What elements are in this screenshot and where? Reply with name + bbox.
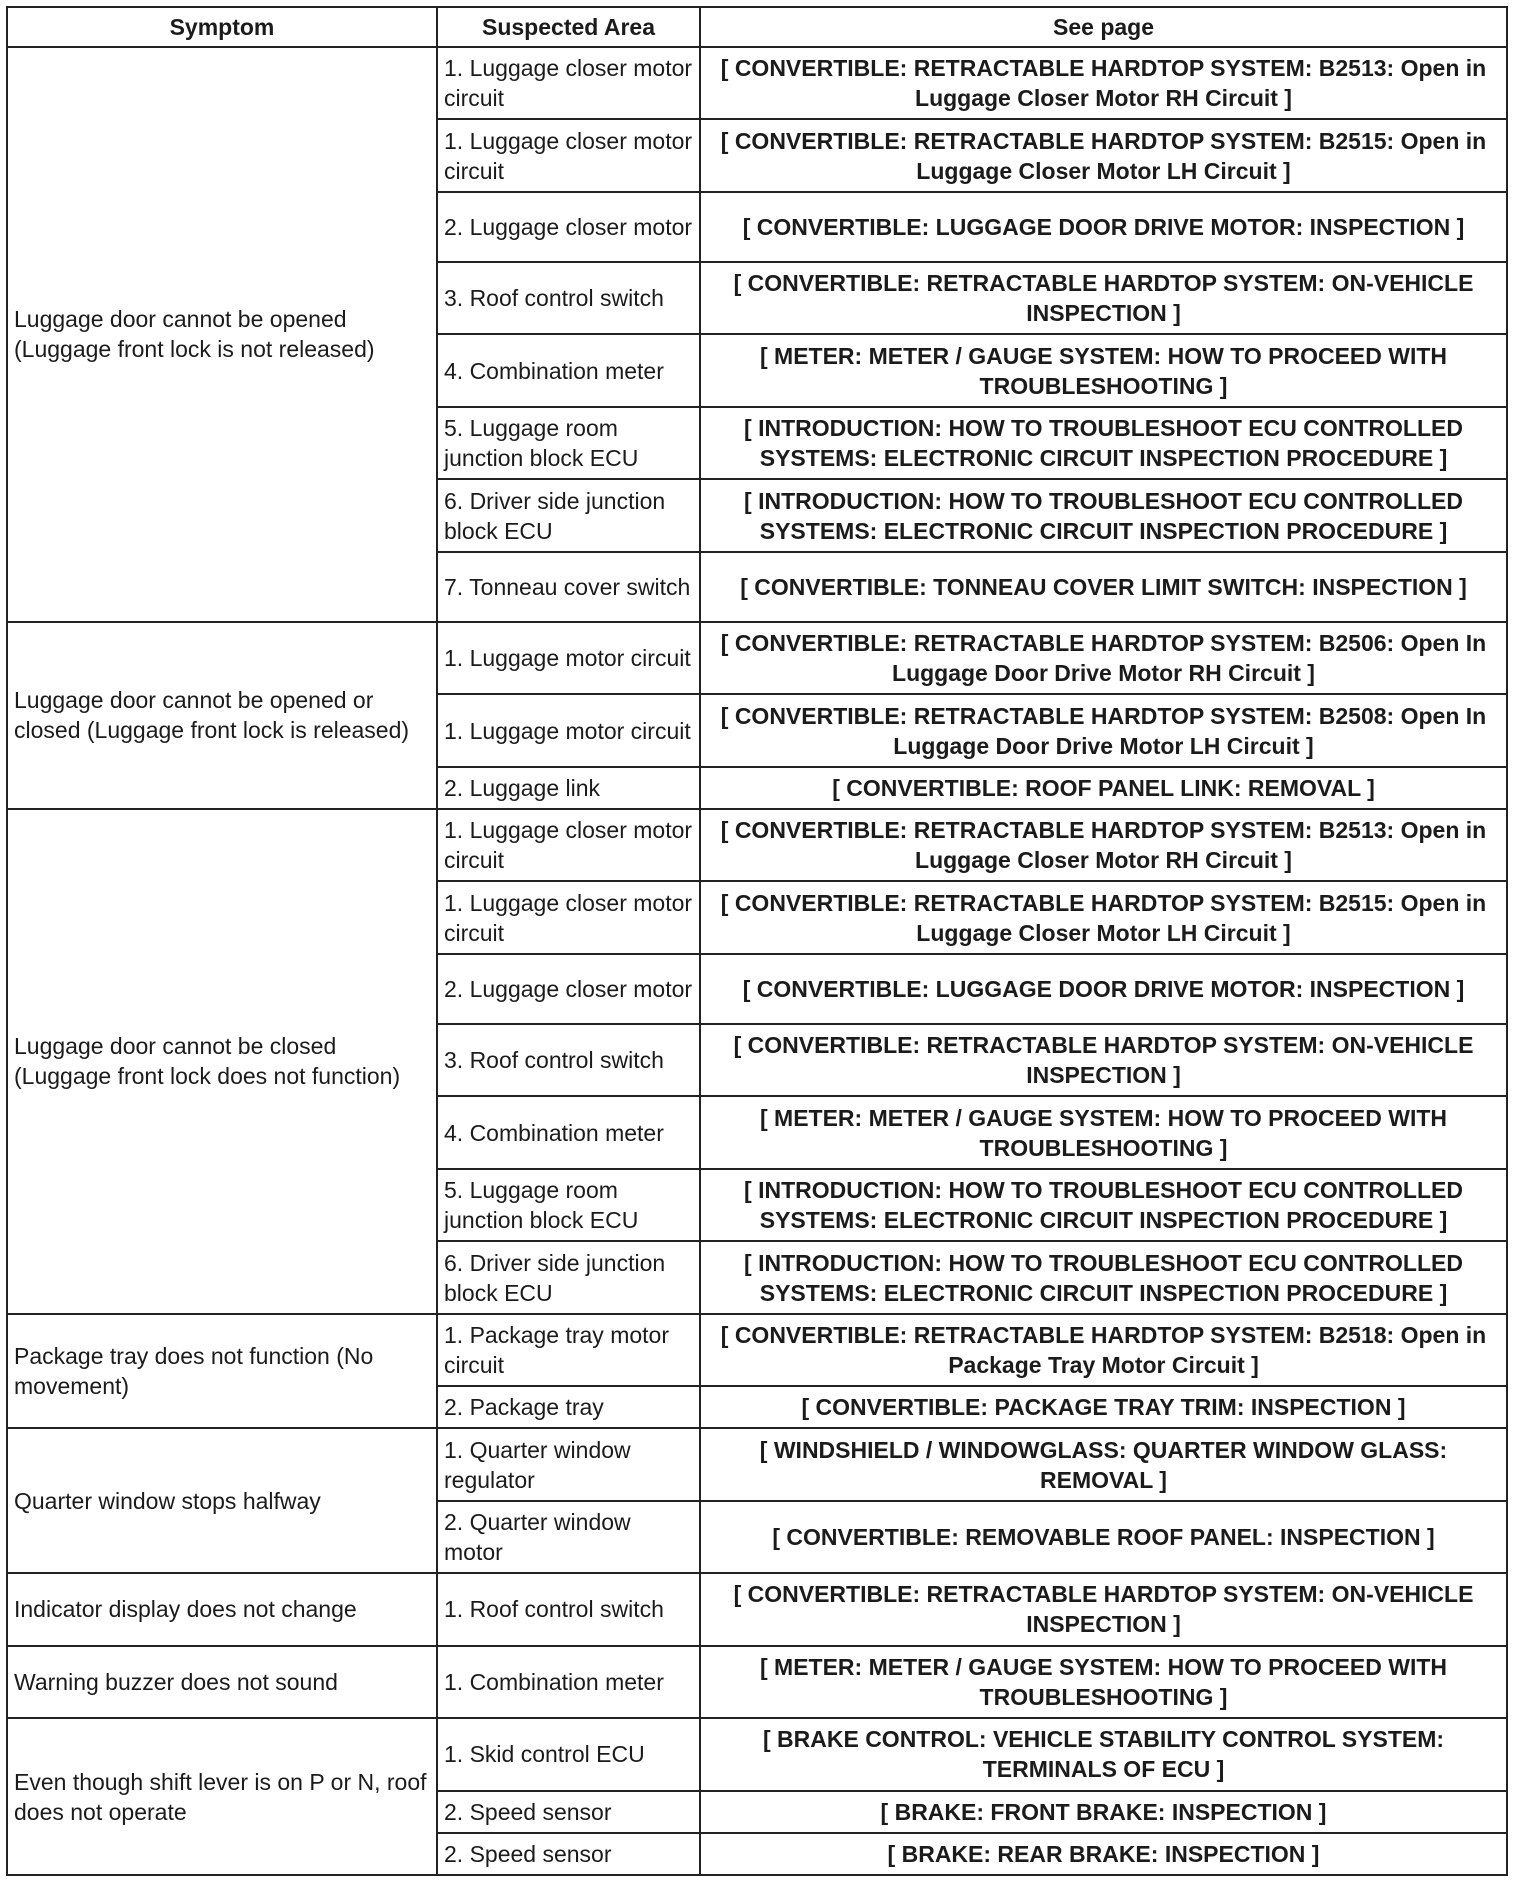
- see-page-reference[interactable]: [ CONVERTIBLE: LUGGAGE DOOR DRIVE MOTOR: INSPECTION ]: [700, 192, 1507, 262]
- see-page-reference[interactable]: [ INTRODUCTION: HOW TO TROUBLESHOOT ECU CONTROLLED SYSTEMS: ELECTRONIC CIRCUIT INSPECTION PROCEDURE ]: [700, 407, 1507, 479]
- suspected-area-cell: 5. Luggage room junction block ECU: [437, 1169, 700, 1241]
- see-page-reference[interactable]: [ INTRODUCTION: HOW TO TROUBLESHOOT ECU CONTROLLED SYSTEMS: ELECTRONIC CIRCUIT INSPECTION PROCEDURE ]: [700, 479, 1507, 551]
- see-page-reference[interactable]: [ WINDSHIELD / WINDOWGLASS: QUARTER WINDOW GLASS: REMOVAL ]: [700, 1428, 1507, 1500]
- see-page-reference[interactable]: [ CONVERTIBLE: RETRACTABLE HARDTOP SYSTEM: B2513: Open in Luggage Closer Motor RH Circuit ]: [700, 809, 1507, 881]
- table-row: [7, 1718, 1507, 1790]
- see-page-reference[interactable]: [ INTRODUCTION: HOW TO TROUBLESHOOT ECU CONTROLLED SYSTEMS: ELECTRONIC CIRCUIT INSPECTION PROCEDURE ]: [700, 1241, 1507, 1313]
- troubleshooting-table: [6, 6, 1508, 1876]
- suspected-area-cell: 3. Roof control switch: [437, 262, 700, 334]
- suspected-area-cell: 1. Roof control switch: [437, 1573, 700, 1645]
- see-page-reference[interactable]: [ CONVERTIBLE: RETRACTABLE HARDTOP SYSTEM: ON-VEHICLE INSPECTION ]: [700, 1024, 1507, 1096]
- see-page-reference[interactable]: [ CONVERTIBLE: REMOVABLE ROOF PANEL: INSPECTION ]: [700, 1501, 1507, 1573]
- see-page-reference[interactable]: [ CONVERTIBLE: ROOF PANEL LINK: REMOVAL ]: [700, 767, 1507, 809]
- suspected-area-cell: 2. Luggage closer motor: [437, 192, 700, 262]
- see-page-reference[interactable]: [ CONVERTIBLE: LUGGAGE DOOR DRIVE MOTOR: INSPECTION ]: [700, 954, 1507, 1024]
- see-page-reference[interactable]: [ BRAKE CONTROL: VEHICLE STABILITY CONTROL SYSTEM: TERMINALS OF ECU ]: [700, 1718, 1507, 1790]
- see-page-reference[interactable]: [ CONVERTIBLE: TONNEAU COVER LIMIT SWITCH: INSPECTION ]: [700, 552, 1507, 622]
- suspected-area-cell: 2. Speed sensor: [437, 1791, 700, 1833]
- suspected-area-cell: 7. Tonneau cover switch: [437, 552, 700, 622]
- header-see-page: See page: [700, 7, 1507, 47]
- see-page-reference[interactable]: [ CONVERTIBLE: RETRACTABLE HARDTOP SYSTEM: B2518: Open in Package Tray Motor Circuit ]: [700, 1314, 1507, 1386]
- see-page-reference[interactable]: [ CONVERTIBLE: RETRACTABLE HARDTOP SYSTEM: B2513: Open in Luggage Closer Motor RH Circuit ]: [700, 47, 1507, 119]
- suspected-area-cell: 1. Package tray motor circuit: [437, 1314, 700, 1386]
- symptom-cell: Quarter window stops halfway: [7, 1428, 437, 1573]
- suspected-area-cell: 6. Driver side junction block ECU: [437, 1241, 700, 1313]
- table-row: [7, 809, 1507, 881]
- see-page-reference[interactable]: [ CONVERTIBLE: RETRACTABLE HARDTOP SYSTEM: B2515: Open in Luggage Closer Motor LH Circuit ]: [700, 881, 1507, 953]
- see-page-reference[interactable]: [ CONVERTIBLE: RETRACTABLE HARDTOP SYSTEM: B2515: Open in Luggage Closer Motor LH Circuit ]: [700, 119, 1507, 191]
- table-row: [7, 1428, 1507, 1500]
- table-row: [7, 47, 1507, 119]
- table-body: [7, 47, 1507, 1875]
- suspected-area-cell: 5. Luggage room junction block ECU: [437, 407, 700, 479]
- see-page-reference[interactable]: [ METER: METER / GAUGE SYSTEM: HOW TO PROCEED WITH TROUBLESHOOTING ]: [700, 1646, 1507, 1718]
- see-page-reference[interactable]: [ CONVERTIBLE: RETRACTABLE HARDTOP SYSTEM: ON-VEHICLE INSPECTION ]: [700, 262, 1507, 334]
- see-page-reference[interactable]: [ CONVERTIBLE: RETRACTABLE HARDTOP SYSTEM: ON-VEHICLE INSPECTION ]: [700, 1573, 1507, 1645]
- suspected-area-cell: 1. Luggage motor circuit: [437, 694, 700, 766]
- suspected-area-cell: 4. Combination meter: [437, 334, 700, 406]
- table-row: [7, 622, 1507, 694]
- see-page-reference[interactable]: [ CONVERTIBLE: PACKAGE TRAY TRIM: INSPECTION ]: [700, 1386, 1507, 1428]
- suspected-area-cell: 1. Luggage closer motor circuit: [437, 881, 700, 953]
- suspected-area-cell: 3. Roof control switch: [437, 1024, 700, 1096]
- suspected-area-cell: 1. Luggage closer motor circuit: [437, 809, 700, 881]
- suspected-area-cell: 1. Luggage closer motor circuit: [437, 119, 700, 191]
- suspected-area-cell: 1. Luggage motor circuit: [437, 622, 700, 694]
- symptom-cell: Luggage door cannot be closed (Luggage front lock does not function): [7, 809, 437, 1314]
- see-page-reference[interactable]: [ METER: METER / GAUGE SYSTEM: HOW TO PROCEED WITH TROUBLESHOOTING ]: [700, 1096, 1507, 1168]
- symptom-cell: Luggage door cannot be opened (Luggage front lock is not released): [7, 47, 437, 622]
- see-page-reference[interactable]: [ CONVERTIBLE: RETRACTABLE HARDTOP SYSTEM: B2508: Open In Luggage Door Drive Motor LH Circuit ]: [700, 694, 1507, 766]
- suspected-area-cell: 1. Skid control ECU: [437, 1718, 700, 1790]
- suspected-area-cell: 2. Speed sensor: [437, 1833, 700, 1875]
- symptom-cell: Package tray does not function (No movement): [7, 1314, 437, 1429]
- see-page-reference[interactable]: [ INTRODUCTION: HOW TO TROUBLESHOOT ECU CONTROLLED SYSTEMS: ELECTRONIC CIRCUIT INSPECTION PROCEDURE ]: [700, 1169, 1507, 1241]
- suspected-area-cell: 2. Luggage link: [437, 767, 700, 809]
- table-header: [7, 7, 1507, 47]
- suspected-area-cell: 4. Combination meter: [437, 1096, 700, 1168]
- suspected-area-cell: 6. Driver side junction block ECU: [437, 479, 700, 551]
- suspected-area-cell: 2. Luggage closer motor: [437, 954, 700, 1024]
- suspected-area-cell: 2. Package tray: [437, 1386, 700, 1428]
- suspected-area-cell: 1. Combination meter: [437, 1646, 700, 1718]
- suspected-area-cell: 2. Quarter window motor: [437, 1501, 700, 1573]
- see-page-reference[interactable]: [ BRAKE: FRONT BRAKE: INSPECTION ]: [700, 1791, 1507, 1833]
- see-page-reference[interactable]: [ CONVERTIBLE: RETRACTABLE HARDTOP SYSTEM: B2506: Open In Luggage Door Drive Motor RH Circuit ]: [700, 622, 1507, 694]
- table-row: [7, 1646, 1507, 1718]
- symptom-cell: Indicator display does not change: [7, 1573, 437, 1645]
- suspected-area-cell: 1. Quarter window regulator: [437, 1428, 700, 1500]
- see-page-reference[interactable]: [ BRAKE: REAR BRAKE: INSPECTION ]: [700, 1833, 1507, 1875]
- symptom-cell: Warning buzzer does not sound: [7, 1646, 437, 1718]
- suspected-area-cell: 1. Luggage closer motor circuit: [437, 47, 700, 119]
- symptom-cell: Even though shift lever is on P or N, roof does not operate: [7, 1718, 437, 1875]
- header-row: [7, 7, 1507, 47]
- see-page-reference[interactable]: [ METER: METER / GAUGE SYSTEM: HOW TO PROCEED WITH TROUBLESHOOTING ]: [700, 334, 1507, 406]
- table-row: [7, 1573, 1507, 1645]
- table-row: [7, 1314, 1507, 1386]
- header-symptom: Symptom: [7, 7, 437, 47]
- symptom-cell: Luggage door cannot be opened or closed (Luggage front lock is released): [7, 622, 437, 809]
- header-suspected-area: Suspected Area: [437, 7, 700, 47]
